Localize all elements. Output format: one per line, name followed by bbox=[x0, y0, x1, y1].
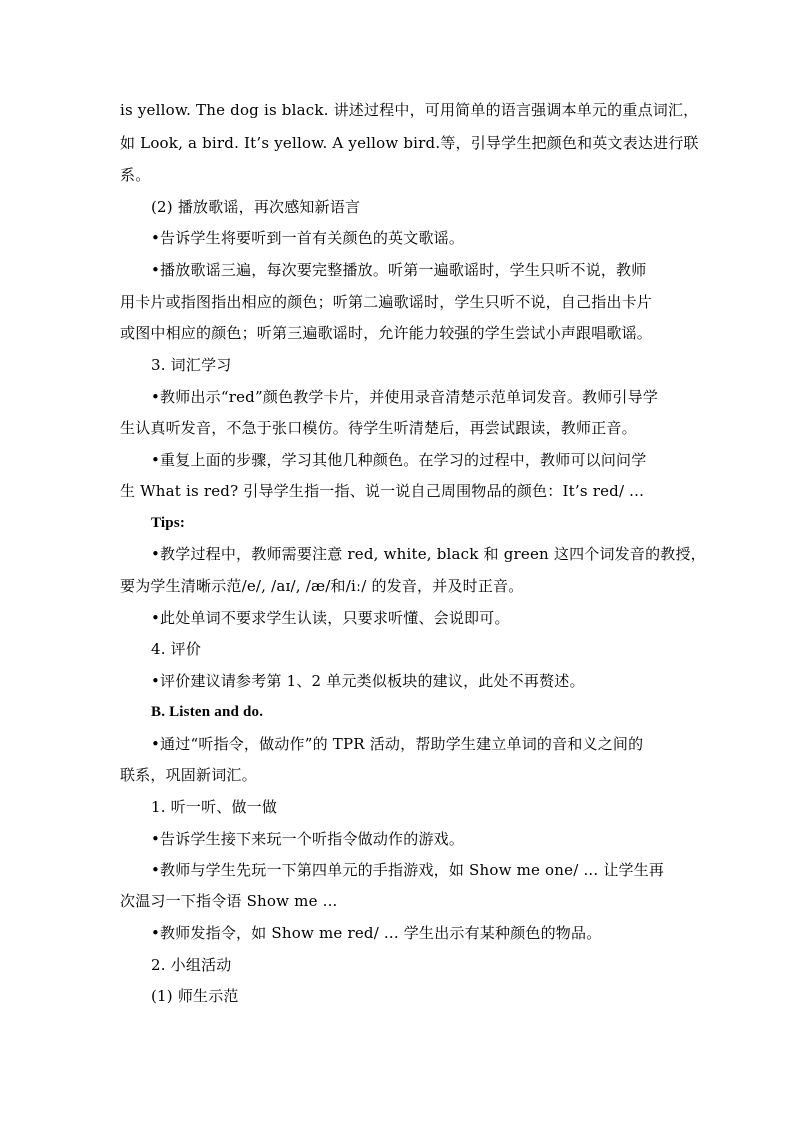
paragraph-line: 要为学生清晰示范/e/, /aɪ/, /æ/和/iː/ 的发音，并及时正音。 bbox=[120, 577, 524, 595]
bullet-item: •重复上面的步骤，学习其他几种颜色。在学习的过程中，教师可以问问学 bbox=[151, 451, 647, 469]
bullet-item: •通过“听指令，做动作”的 TPR 活动，帮助学生建立单词的音和义之间的 bbox=[151, 735, 644, 753]
section-heading: 3. 词汇学习 bbox=[151, 356, 232, 374]
paragraph-line: 次温习一下指令语 Show me ... bbox=[120, 892, 338, 910]
bullet-item: •教学过程中，教师需要注意 red, white, black 和 green 这四个词发音的教授， bbox=[151, 545, 706, 563]
paragraph-line: 或图中相应的颜色；听第三遍歌谣时，允许能力较强的学生尝试小声跟唱歌谣。 bbox=[120, 324, 653, 342]
bullet-item: •告诉学生将要听到一首有关颜色的英文歌谣。 bbox=[151, 229, 465, 247]
section-heading: 2. 小组活动 bbox=[151, 956, 232, 974]
section-heading: 4. 评价 bbox=[151, 640, 202, 658]
section-heading: (2) 播放歌谣，再次感知新语言 bbox=[151, 198, 361, 216]
section-heading: (1) 师生示范 bbox=[151, 987, 239, 1005]
paragraph-line: 生 What is red? 引导学生指一指、说一说自己周围物品的颜色：It’s red/ ... bbox=[120, 482, 645, 500]
paragraph-line: 用卡片或指图指出相应的颜色；听第二遍歌谣时，学生只听不说，自己指出卡片 bbox=[120, 293, 653, 311]
bullet-item: •播放歌谣三遍，每次要完整播放。听第一遍歌谣时，学生只听不说，教师 bbox=[151, 261, 647, 279]
section-title: B. Listen and do. bbox=[151, 704, 264, 720]
section-heading: 1. 听一听、做一做 bbox=[151, 798, 278, 816]
bullet-item: •告诉学生接下来玩一个听指令做动作的游戏。 bbox=[151, 830, 465, 848]
bullet-item: •此处单词不要求学生认读，只要求听懂、会说即可。 bbox=[151, 609, 510, 627]
tips-heading: Tips: bbox=[151, 515, 186, 531]
paragraph-line: 生认真听发音，不急于张口模仿。待学生听清楚后，再尝试跟读，教师正音。 bbox=[120, 419, 637, 437]
bullet-item: •教师出示“red”颜色教学卡片，并使用录音清楚示范单词发音。教师引导学 bbox=[151, 388, 659, 406]
bullet-item: •教师发指令，如 Show me red/ ... 学生出示有某种颜色的物品。 bbox=[151, 924, 602, 942]
paragraph-line: 联系，巩固新词汇。 bbox=[120, 766, 257, 784]
paragraph-line: is yellow. The dog is black. 讲述过程中，可用简单的语言强调本单元的重点词汇， bbox=[120, 101, 699, 119]
bullet-item: •评价建议请参考第 1、2 单元类似板块的建议，此处不再赘述。 bbox=[151, 672, 585, 690]
bullet-item: •教师与学生先玩一下第四单元的手指游戏，如 Show me one/ ... 让学生再 bbox=[151, 861, 665, 879]
paragraph-line: 系。 bbox=[120, 166, 151, 184]
paragraph-line: 如 Look, a bird. It’s yellow. A yellow bird.等，引导学生把颜色和英文表达进行联 bbox=[120, 134, 699, 152]
